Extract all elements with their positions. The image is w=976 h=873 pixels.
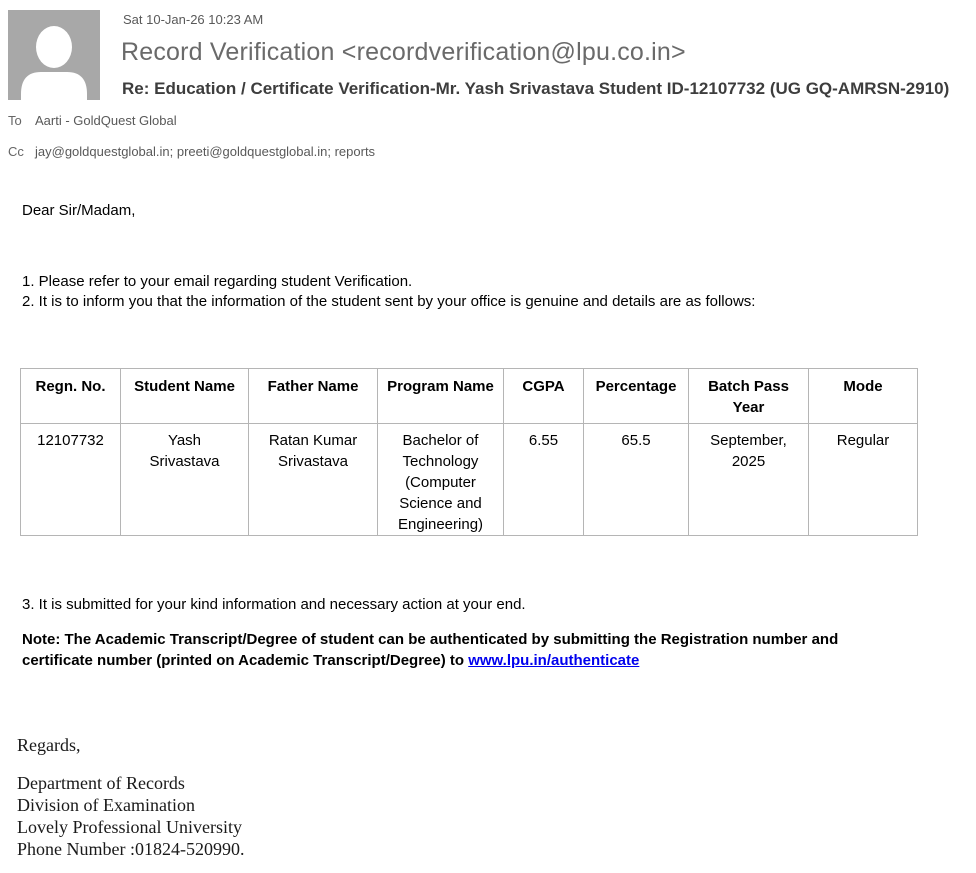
signature-block [17, 772, 244, 860]
greeting-text: Dear Sir/Madam, [22, 202, 136, 219]
body-paragraph-1-2 [22, 272, 822, 311]
cc-recipients[interactable]: jay@goldquestglobal.in; preeti@goldquestglobal.in; reports [35, 144, 376, 159]
col-header-percentage: Percentage [584, 369, 689, 424]
body-line-2: 2. It is to inform you that the information of the student sent by your office is genuine and details are as follows: [22, 292, 756, 310]
cell-percentage: 65.5 [584, 424, 689, 536]
message-subject: Re: Education / Certificate Verification-Mr. Yash Srivastava Student ID-12107732 (UG GQ-AMRSN-2910) [122, 79, 950, 98]
cc-label: Cc [8, 144, 24, 159]
note-text: Note: The Academic Transcript/Degree of student can be authenticated by submitting the Registration number and certificate number (printed on Academic Transcript/Degree) to [22, 631, 839, 669]
cell-regn-no: 12107732 [21, 424, 121, 536]
cell-student-name: Yash Srivastava [121, 424, 249, 536]
authenticate-link[interactable]: www.lpu.in/authenticate [468, 651, 640, 669]
col-header-cgpa: CGPA [504, 369, 584, 424]
to-row [8, 113, 177, 128]
person-silhouette-icon [8, 10, 100, 100]
signature-line-department: Department of Records [17, 773, 185, 793]
col-header-batch-pass-year: Batch Pass Year [689, 369, 809, 424]
table-row [21, 424, 918, 536]
col-header-regn-no: Regn. No. [21, 369, 121, 424]
student-verification-table [20, 368, 918, 536]
col-header-father-name: Father Name [249, 369, 378, 424]
cell-batch-pass-year: September, 2025 [689, 424, 809, 536]
sender-avatar[interactable] [8, 10, 100, 100]
cell-father-name: Ratan Kumar Srivastava [249, 424, 378, 536]
col-header-student-name: Student Name [121, 369, 249, 424]
body-line-3: 3. It is submitted for your kind information and necessary action at your end. [22, 596, 526, 613]
signature-regards: Regards, [17, 735, 81, 755]
col-header-mode: Mode [809, 369, 918, 424]
to-recipient[interactable]: Aarti - GoldQuest Global [35, 113, 177, 128]
cell-mode: Regular [809, 424, 918, 536]
message-sender[interactable]: Record Verification <recordverification@lpu.co.in> [121, 38, 686, 66]
message-date: Sat 10-Jan-26 10:23 AM [123, 12, 264, 27]
cell-cgpa: 6.55 [504, 424, 584, 536]
table-header-row [21, 369, 918, 424]
authentication-note [22, 630, 852, 671]
signature-line-phone: Phone Number :01824-520990. [17, 839, 245, 859]
cc-row [8, 144, 375, 159]
col-header-program-name: Program Name [378, 369, 504, 424]
signature-line-university: Lovely Professional University [17, 817, 242, 837]
signature-line-division: Division of Examination [17, 795, 195, 815]
to-label: To [8, 113, 22, 128]
body-line-1: 1. Please refer to your email regarding student Verification. [22, 273, 413, 290]
cell-program-name: Bachelor of Technology (Computer Science and Engineering) [378, 424, 504, 536]
